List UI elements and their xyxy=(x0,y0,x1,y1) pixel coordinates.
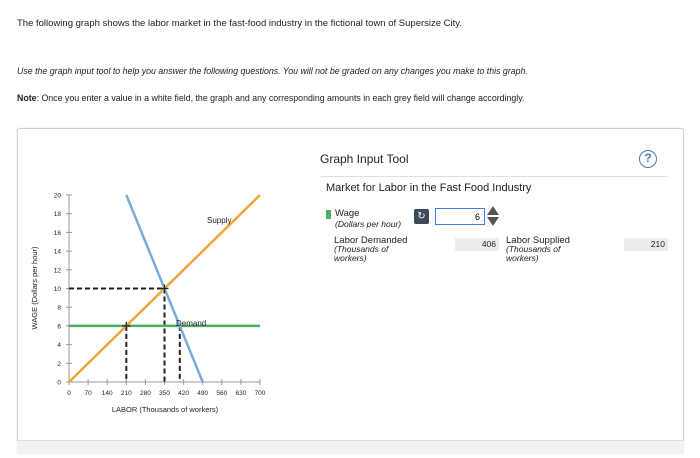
x-tick-label: 210 xyxy=(120,390,132,397)
x-tick-label: 700 xyxy=(254,390,266,397)
wage-label-text: Wage xyxy=(335,208,360,219)
stepper-up-icon[interactable] xyxy=(487,206,499,215)
labor-supplied-sub2: workers) xyxy=(506,253,539,263)
y-tick-label: 2 xyxy=(57,360,61,368)
y-tick-label: 10 xyxy=(53,286,61,293)
y-tick-label: 6 xyxy=(57,323,61,331)
y-tick-label: 14 xyxy=(53,248,61,256)
refresh-icon[interactable]: ↻ xyxy=(414,209,429,224)
graph-input-tool xyxy=(310,140,680,265)
frame-footer xyxy=(17,440,684,454)
labor-market-graph[interactable] xyxy=(25,180,275,430)
y-tick-label: 16 xyxy=(53,229,61,237)
wage-label xyxy=(335,209,401,229)
labor-demanded-value: 406 xyxy=(455,238,499,251)
y-tick-label: 0 xyxy=(57,379,61,387)
y-tick-label: 12 xyxy=(53,267,61,275)
note-label: Note xyxy=(17,93,37,103)
labor-demanded-sub2: workers) xyxy=(334,253,367,263)
y-tick-label: 4 xyxy=(57,342,61,350)
y-tick-label: 8 xyxy=(57,304,61,312)
x-tick-label: 70 xyxy=(84,390,92,397)
x-tick-label: 140 xyxy=(101,390,113,397)
x-tick-label: 350 xyxy=(159,390,170,397)
tool-title: Graph Input Tool xyxy=(320,152,409,166)
intro-text: The following graph shows the labor market in the fast-food industry in the fictional town of Supersize City. xyxy=(17,18,462,29)
y-axis-label: WAGE (Dollars per hour) xyxy=(30,246,39,330)
labor-supplied-sub1: (Thousands of xyxy=(506,244,561,254)
labor-supplied-label xyxy=(506,236,570,263)
x-tick-label: 420 xyxy=(178,390,190,397)
labor-demanded-text: Labor Demanded xyxy=(334,235,408,246)
demand-label: Demand xyxy=(176,319,207,328)
x-tick-label: 280 xyxy=(139,390,151,397)
labor-demanded-label xyxy=(334,236,407,263)
labor-demanded-sub1: (Thousands of xyxy=(334,244,389,254)
x-axis-label: LABOR (Thousands of workers) xyxy=(111,405,219,414)
x-tick-label: 560 xyxy=(216,390,228,397)
note-text xyxy=(17,93,524,103)
wage-input[interactable] xyxy=(435,208,485,225)
x-tick-label: 630 xyxy=(235,390,247,397)
wage-label-sub: (Dollars per hour) xyxy=(335,219,402,229)
note-body: : Once you enter a value in a white field, the graph and any corresponding amounts in each grey field will change accordingly. xyxy=(36,93,525,103)
supply-label: Supply xyxy=(207,216,232,225)
wage-color-swatch xyxy=(326,210,331,219)
y-tick-label: 18 xyxy=(53,211,61,219)
x-tick-label: 0 xyxy=(67,390,71,397)
help-icon[interactable]: ? xyxy=(639,150,657,168)
labor-supplied-text: Labor Supplied xyxy=(506,235,570,246)
market-title: Market for Labor in the Fast Food Industry xyxy=(326,182,532,194)
instruction-text: Use the graph input tool to help you answer the following questions. You will not be graded on any changes you make to this graph. xyxy=(17,66,528,76)
labor-supplied-value: 210 xyxy=(624,238,668,251)
divider xyxy=(320,176,668,177)
stepper-down-icon[interactable] xyxy=(487,217,499,226)
x-tick-label: 490 xyxy=(197,390,209,397)
wage-stepper[interactable] xyxy=(487,206,499,227)
y-tick-label: 20 xyxy=(53,192,61,200)
